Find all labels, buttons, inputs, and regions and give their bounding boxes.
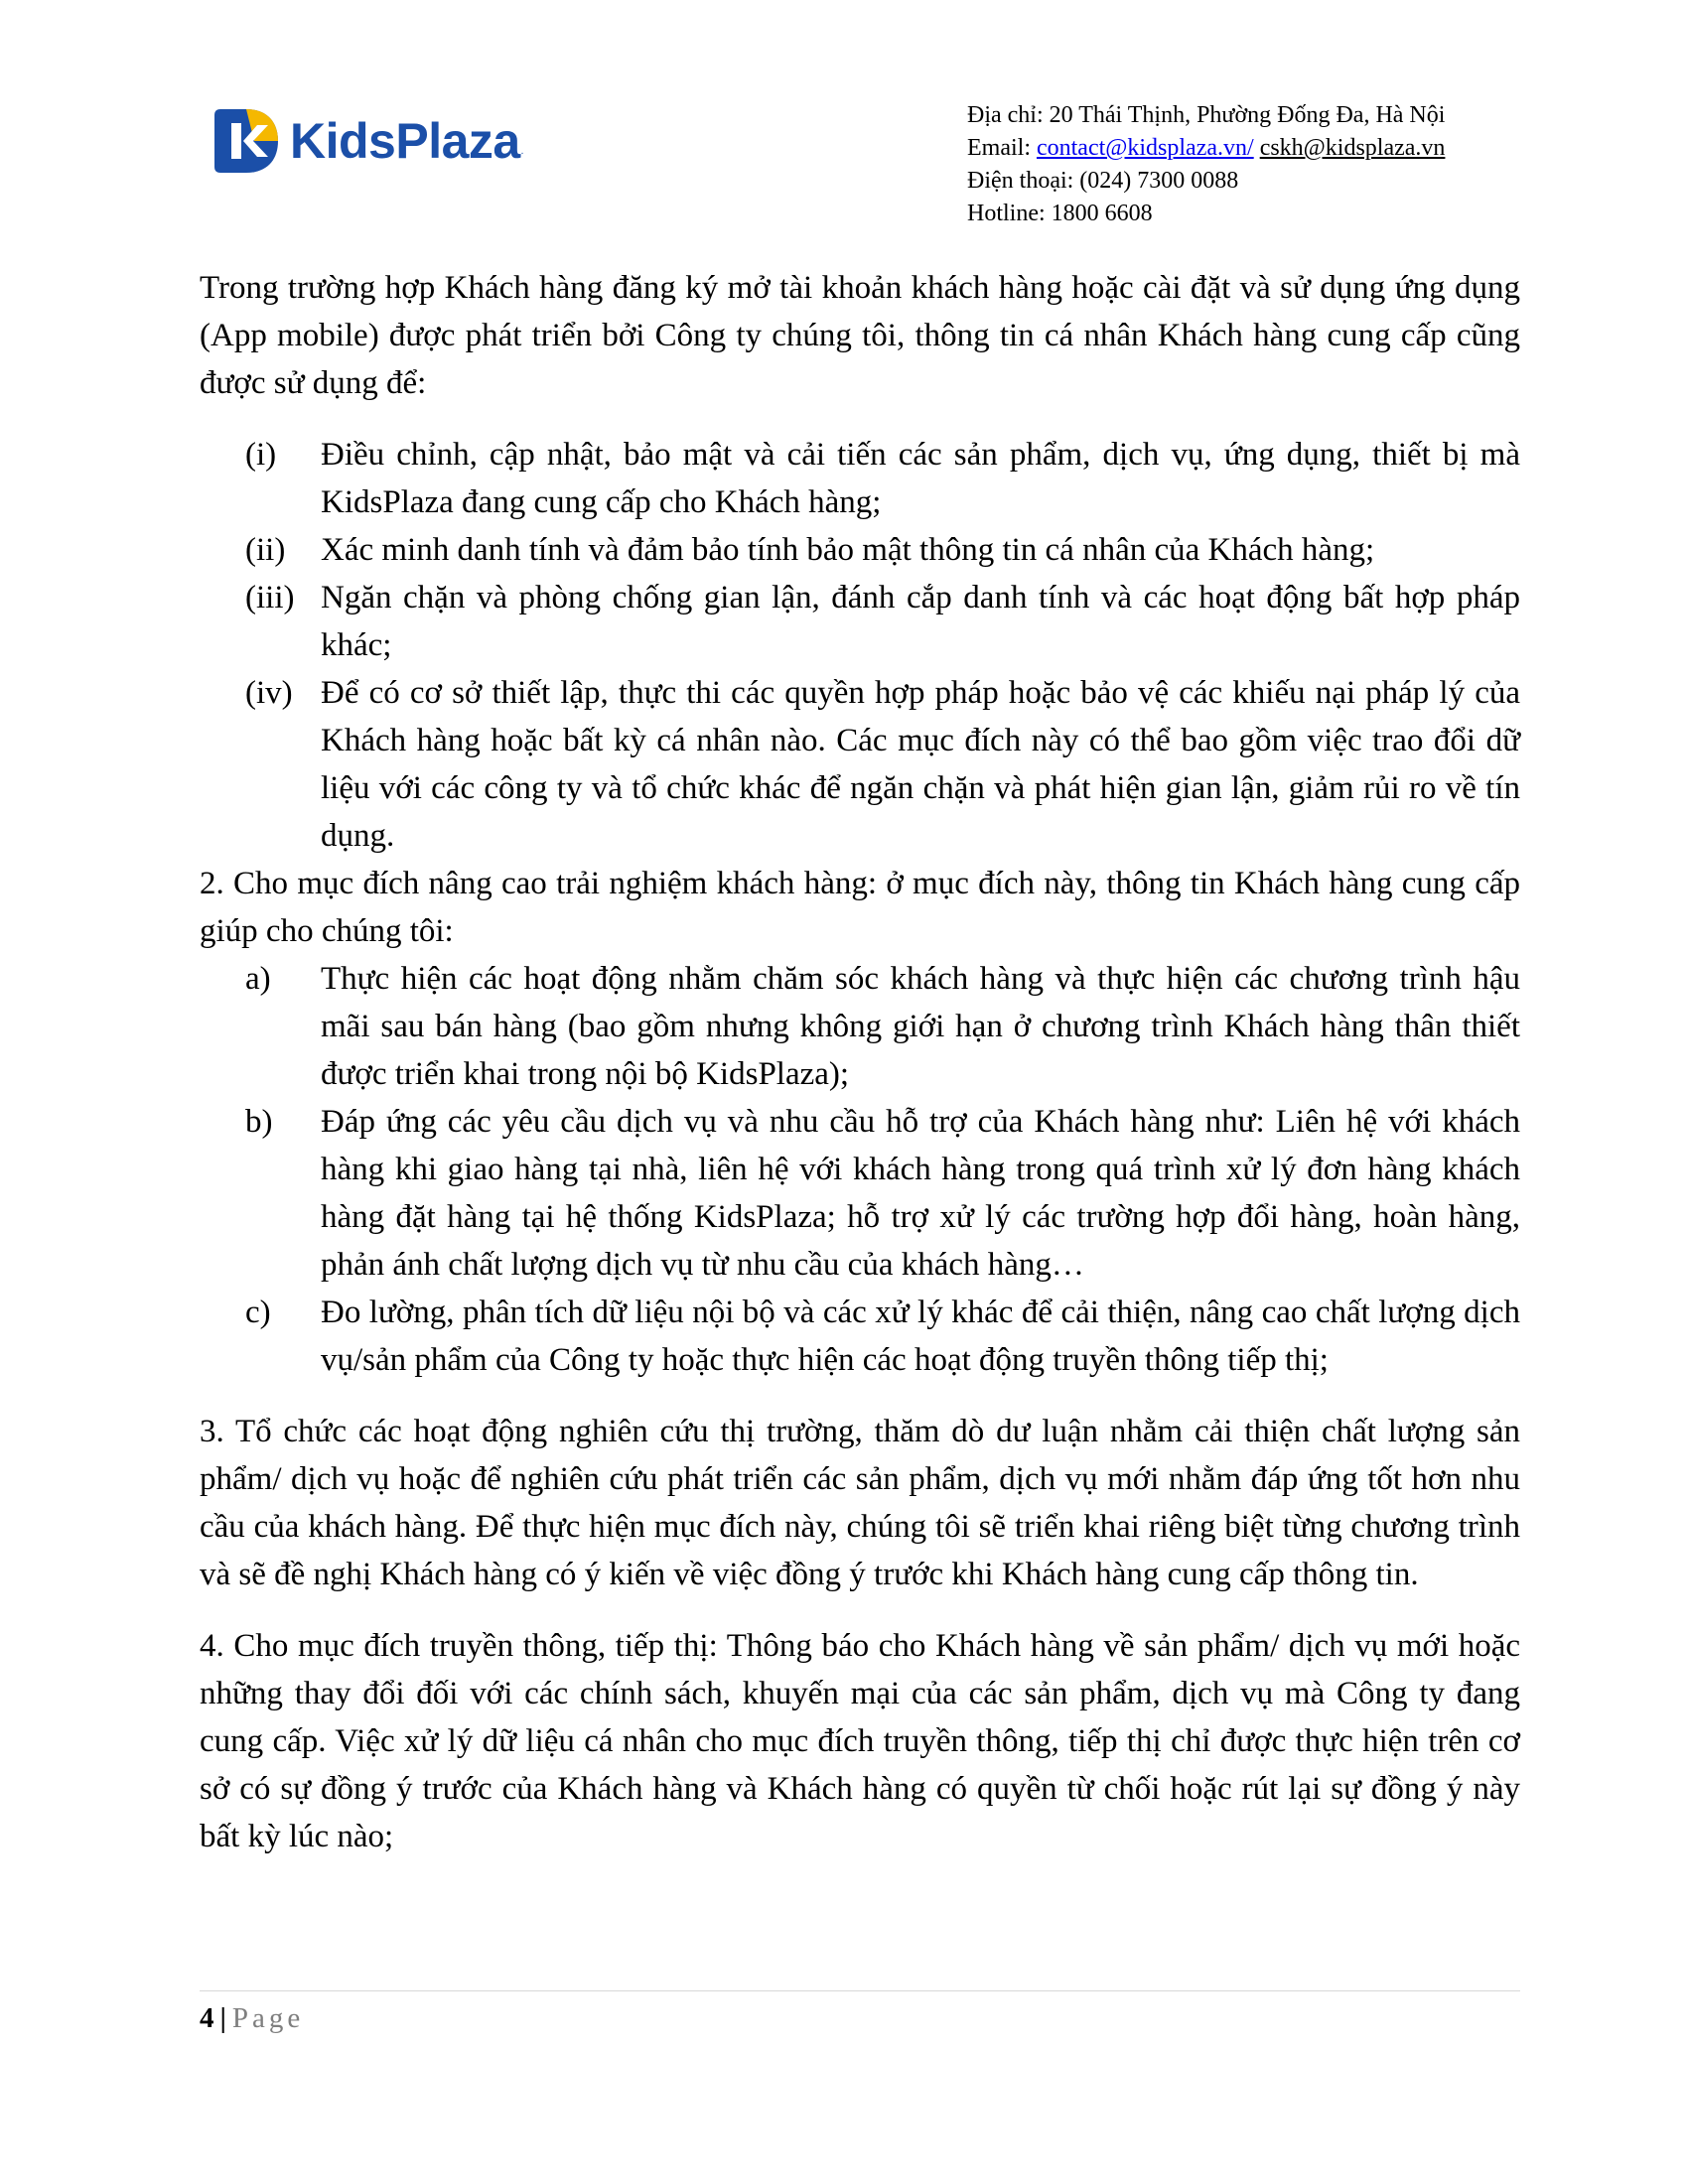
logo-wordmark: KidsPlaza — [290, 113, 520, 169]
list-item — [200, 669, 1520, 860]
page-footer — [200, 2000, 304, 2036]
list-item-text: Để có cơ sở thiết lập, thực thi các quyền hợp pháp hoặc bảo vệ các khiếu nại pháp lý của Khách hàng hoặc bất kỳ cá nhân nào. Các mục đích này có thể bao gồm việc trao đổi dữ liệu với các công ty và tổ chức khác để ngăn chặn và phát hiện gian lận, giảm rủi ro về tín dụng. — [321, 675, 1520, 854]
list-marker: (ii) — [245, 532, 286, 568]
document-body — [200, 264, 1520, 1860]
company-contact-block — [967, 99, 1523, 230]
list-item — [200, 955, 1520, 1098]
list-marker: b) — [245, 1104, 273, 1140]
paragraph-spacer — [200, 1384, 1520, 1408]
contact-email-link[interactable]: contact@kidsplaza.vn/ — [1036, 135, 1254, 161]
kidsplaza-logo — [211, 105, 523, 177]
page-label: Page — [231, 2002, 305, 2034]
alpha-list — [200, 955, 1520, 1384]
section-3-paragraph: 3. Tổ chức các hoạt động nghiên cứu thị trường, thăm dò dư luận nhằm cải thiện chất lượng sản phẩm/ dịch vụ hoặc để nghiên cứu phát triển các sản phẩm, dịch vụ mới nhằm đáp ứng tốt hơn nhu cầu của khách hàng. Để thực hiện mục đích này, chúng tôi sẽ triển khai riêng biệt từng chương trình và sẽ đề nghị Khách hàng có ý kiến về việc đồng ý trước khi Khách hàng cung cấp thông tin. — [200, 1414, 1520, 1592]
kidsplaza-logo-icon — [211, 105, 282, 177]
list-marker: (iv) — [245, 675, 293, 711]
paragraph-spacer — [200, 407, 1520, 431]
company-email-line — [967, 132, 1523, 165]
list-item-text: Ngăn chặn và phòng chống gian lận, đánh cắp danh tính và các hoạt động bất hợp pháp khác; — [321, 580, 1520, 663]
company-hotline: Hotline: 1800 6608 — [967, 201, 1153, 226]
section-4-paragraph: 4. Cho mục đích truyền thông, tiếp thị: Thông báo cho Khách hàng về sản phẩm/ dịch vụ mới hoặc những thay đổi đối với các chính sách, khuyến mại của các sản phẩm, dịch vụ mà Công ty đang cung cấp. Việc xử lý dữ liệu cá nhân cho mục đích truyền thông, tiếp thị chỉ được thực hiện trên cơ sở có sự đồng ý trước của Khách hàng và Khách hàng có quyền từ chối hoặc rút lại sự đồng ý này bất kỳ lúc nào; — [200, 1628, 1520, 1854]
list-item — [200, 526, 1520, 574]
logo-trademark-dot: . — [520, 146, 524, 157]
list-marker: (iii) — [245, 580, 295, 615]
company-address: Địa chỉ: 20 Thái Thịnh, Phường Đống Đa, Hà Nội — [967, 102, 1446, 128]
roman-list — [200, 431, 1520, 860]
list-item-text: Xác minh danh tính và đảm bảo tính bảo mật thông tin cá nhân của Khách hàng; — [321, 532, 1375, 568]
list-item-text: Đo lường, phân tích dữ liệu nội bộ và các xử lý khác để cải thiện, nâng cao chất lượng dịch vụ/sản phẩm của Công ty hoặc thực hiện các hoạt động truyền thông tiếp thị; — [321, 1295, 1520, 1378]
list-item — [200, 431, 1520, 526]
list-item — [200, 1289, 1520, 1384]
email-label: Email: — [967, 135, 1037, 161]
list-marker: (i) — [245, 437, 277, 473]
support-email-link[interactable]: cskh@kidsplaza.vn — [1259, 135, 1446, 161]
list-item — [200, 1098, 1520, 1289]
paragraph-spacer — [200, 1598, 1520, 1622]
company-phone: Điện thoại: (024) 7300 0088 — [967, 168, 1239, 194]
intro-paragraph: Trong trường hợp Khách hàng đăng ký mở tài khoản khách hàng hoặc cài đặt và sử dụng ứng dụng (App mobile) được phát triển bởi Công ty chúng tôi, thông tin cá nhân Khách hàng cung cấp cũng được sử dụng để: — [200, 270, 1520, 401]
list-item-text: Đáp ứng các yêu cầu dịch vụ và nhu cầu hỗ trợ của Khách hàng như: Liên hệ với khách hàng khi giao hàng tại nhà, liên hệ với khách hàng trong quá trình xử lý đơn hàng khách hàng đặt hàng tại hệ thống KidsPlaza; hỗ trợ xử lý các trường hợp đổi hàng, hoàn hàng, phản ánh chất lượng dịch vụ từ nhu cầu của khách hàng… — [321, 1104, 1520, 1283]
list-marker: a) — [245, 961, 271, 997]
list-item-text: Điều chỉnh, cập nhật, bảo mật và cải tiến các sản phẩm, dịch vụ, ứng dụng, thiết bị mà KidsPlaza đang cung cấp cho Khách hàng; — [321, 437, 1520, 520]
footer-divider — [200, 1990, 1520, 1991]
list-item-text: Thực hiện các hoạt động nhằm chăm sóc khách hàng và thực hiện các chương trình hậu mãi sau bán hàng (bao gồm nhưng không giới hạn ở chương trình Khách hàng thân thiết được triển khai trong nội bộ KidsPlaza); — [321, 961, 1520, 1092]
section-2-heading: 2. Cho mục đích nâng cao trải nghiệm khách hàng: ở mục đích này, thông tin Khách hàng cung cấp giúp cho chúng tôi: — [200, 866, 1520, 949]
list-marker: c) — [245, 1295, 271, 1330]
list-item — [200, 574, 1520, 669]
footer-separator: | — [219, 2002, 226, 2034]
page-number: 4 — [200, 2002, 214, 2034]
